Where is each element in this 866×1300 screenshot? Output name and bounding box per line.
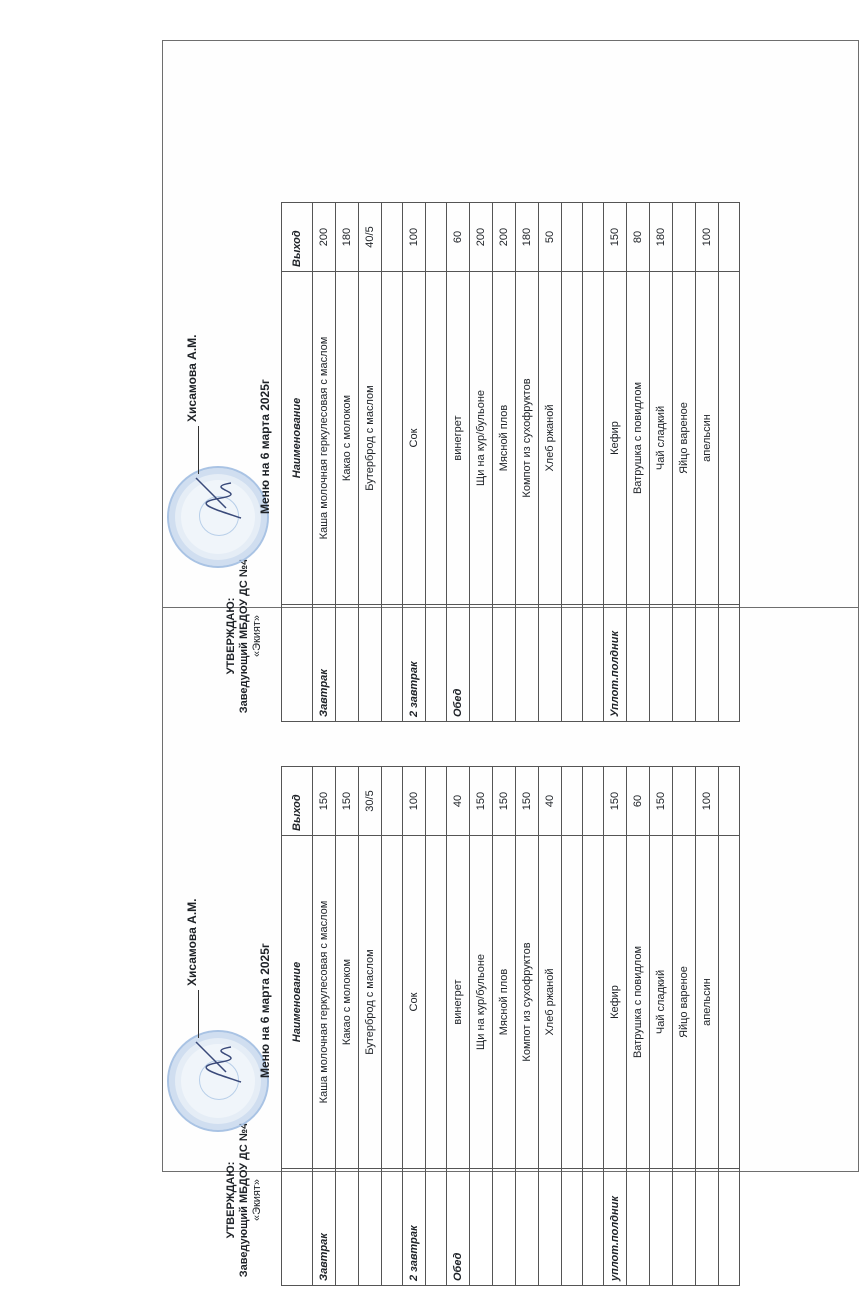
table-row [583, 767, 604, 1286]
meal-cell [359, 605, 382, 722]
output-cell: 100 [403, 767, 426, 836]
column-name: Наименование [282, 836, 313, 1169]
output-cell: 150 [493, 767, 516, 836]
dish-cell: Мясной плов [493, 836, 516, 1169]
meal-cell: Обед [447, 1169, 470, 1286]
output-cell [673, 767, 696, 836]
meal-cell [426, 1169, 447, 1286]
table-row [313, 203, 336, 722]
table-row [426, 203, 447, 722]
output-cell: 150 [516, 767, 539, 836]
output-cell [673, 203, 696, 272]
table-row [403, 767, 426, 1286]
signature-icon [181, 468, 251, 528]
table-row [650, 203, 673, 722]
meal-cell [562, 605, 583, 722]
signer-name: Хисамова А.М. [185, 335, 199, 474]
table-row [382, 767, 403, 1286]
column-name: Наименование [282, 272, 313, 605]
meal-cell [336, 1169, 359, 1286]
dish-cell: Щи на кур/бульоне [470, 272, 493, 605]
signature-icon [181, 1032, 251, 1092]
table-row [313, 767, 336, 1286]
table-row [539, 203, 562, 722]
table-row [447, 767, 470, 1286]
output-cell: 150 [470, 767, 493, 836]
output-cell: 100 [403, 203, 426, 272]
table-row [562, 203, 583, 722]
dish-cell: Сок [403, 272, 426, 605]
meal-cell [470, 1169, 493, 1286]
meal-cell: Уплот.полдник [604, 605, 627, 722]
output-cell: 30/5 [359, 767, 382, 836]
meal-cell: Завтрак [313, 605, 336, 722]
table-row [336, 203, 359, 722]
meal-cell [650, 1169, 673, 1286]
output-cell: 150 [604, 203, 627, 272]
table-row [493, 203, 516, 722]
meal-cell [382, 1169, 403, 1286]
meal-cell [673, 1169, 696, 1286]
dish-cell: Кефир [604, 836, 627, 1169]
dish-cell: Компот из сухофруктов [516, 836, 539, 1169]
meal-cell [583, 1169, 604, 1286]
table-row [447, 203, 470, 722]
dish-cell: Чай сладкий [650, 272, 673, 605]
dish-cell: Яйцо вареное [673, 272, 696, 605]
dish-cell: Компот из сухофруктов [516, 272, 539, 605]
table-row [470, 767, 493, 1286]
table-row [403, 203, 426, 722]
meal-cell [493, 1169, 516, 1286]
meal-cell [516, 605, 539, 722]
output-cell: 150 [313, 767, 336, 836]
meal-cell: Завтрак [313, 1169, 336, 1286]
dish-cell: Хлеб ржаной [539, 836, 562, 1169]
output-cell [426, 203, 447, 272]
dish-cell: Чай сладкий [650, 836, 673, 1169]
dish-cell: Мясной плов [493, 272, 516, 605]
column-meal [282, 1169, 313, 1286]
dish-cell [719, 836, 740, 1169]
meal-cell [470, 605, 493, 722]
menu-sheet-b [162, 40, 859, 717]
dish-cell: винегрет [447, 272, 470, 605]
table-row [562, 767, 583, 1286]
dish-cell: Яйцо вареное [673, 836, 696, 1169]
meal-cell [583, 605, 604, 722]
table-row [627, 767, 650, 1286]
meal-cell [719, 605, 740, 722]
output-cell: 180 [336, 203, 359, 272]
output-cell [583, 203, 604, 272]
meal-cell: 2 завтрак [403, 605, 426, 722]
menu-date-title: Меню на 6 марта 2025г [258, 943, 272, 1078]
output-cell [426, 767, 447, 836]
approval-title: УТВЕРЖДАЮ: [225, 597, 237, 675]
table-row [426, 767, 447, 1286]
table-row [719, 767, 740, 1286]
dish-cell: Каша молочная геркулесовая с маслом [313, 272, 336, 605]
table-row [604, 767, 627, 1286]
dish-cell [583, 272, 604, 605]
table-row [719, 203, 740, 722]
output-cell [382, 767, 403, 836]
table-row [650, 767, 673, 1286]
output-cell [382, 203, 403, 272]
approval-org-name: «Экият» [251, 614, 263, 658]
output-cell: 150 [604, 767, 627, 836]
output-cell: 100 [696, 767, 719, 836]
table-row [696, 767, 719, 1286]
approval-block [225, 1110, 264, 1290]
dish-cell: Какао с молоком [336, 272, 359, 605]
output-cell: 200 [313, 203, 336, 272]
meal-cell [516, 1169, 539, 1286]
menu-table [281, 766, 740, 1286]
meal-cell [719, 1169, 740, 1286]
table-row [382, 203, 403, 722]
output-cell: 60 [627, 767, 650, 836]
meal-cell [696, 605, 719, 722]
dish-cell: Ватрушка с повидлом [627, 836, 650, 1169]
menu-date-title: Меню на 6 марта 2025г [258, 379, 272, 514]
meal-cell [562, 1169, 583, 1286]
table-header-row [282, 203, 313, 722]
dish-cell: апельсин [696, 272, 719, 605]
table-row [359, 767, 382, 1286]
dish-cell: Хлеб ржаной [539, 272, 562, 605]
table-row [696, 203, 719, 722]
output-cell [583, 767, 604, 836]
dish-cell: винегрет [447, 836, 470, 1169]
menu-table [281, 202, 740, 722]
dish-cell: Бутерброд с маслом [359, 836, 382, 1169]
table-row [627, 203, 650, 722]
dish-cell [426, 836, 447, 1169]
column-output: Выход [282, 203, 313, 272]
meal-cell [650, 605, 673, 722]
meal-cell [627, 605, 650, 722]
sheet-header [163, 734, 279, 1300]
meal-cell [493, 605, 516, 722]
dish-cell: Щи на кур/бульоне [470, 836, 493, 1169]
dish-cell: апельсин [696, 836, 719, 1169]
table-row [336, 767, 359, 1286]
output-cell [719, 203, 740, 272]
meal-cell [539, 605, 562, 722]
dish-cell [382, 272, 403, 605]
output-cell: 200 [493, 203, 516, 272]
output-cell: 40 [539, 767, 562, 836]
dish-cell [583, 836, 604, 1169]
table-row [516, 203, 539, 722]
dish-cell: Кефир [604, 272, 627, 605]
column-output: Выход [282, 767, 313, 836]
output-cell: 80 [627, 203, 650, 272]
meal-cell [539, 1169, 562, 1286]
output-cell: 40/5 [359, 203, 382, 272]
dish-cell: Сок [403, 836, 426, 1169]
meal-cell [673, 605, 696, 722]
approval-title: УТВЕРЖДАЮ: [225, 1161, 237, 1239]
output-cell [562, 203, 583, 272]
table-row [516, 767, 539, 1286]
approval-org-name: «Экият» [251, 1178, 263, 1222]
dish-cell [382, 836, 403, 1169]
approval-block [225, 546, 264, 726]
dish-cell: Бутерброд с маслом [359, 272, 382, 605]
menu-sheet-b-rotated [163, 170, 858, 736]
table-row [673, 767, 696, 1286]
output-cell [562, 767, 583, 836]
dish-cell [719, 272, 740, 605]
meal-cell: уплот.полдник [604, 1169, 627, 1286]
output-cell [719, 767, 740, 836]
output-cell: 200 [470, 203, 493, 272]
table-header-row [282, 767, 313, 1286]
approval-org: Заведующий МБДОУ ДС №4 [238, 558, 250, 714]
column-meal [282, 605, 313, 722]
output-cell: 180 [516, 203, 539, 272]
output-cell: 150 [336, 767, 359, 836]
dish-cell: Ватрушка с повидлом [627, 272, 650, 605]
table-row [470, 203, 493, 722]
sheet-header [163, 170, 279, 736]
meal-cell [336, 605, 359, 722]
meal-cell [627, 1169, 650, 1286]
meal-cell [382, 605, 403, 722]
meal-cell [696, 1169, 719, 1286]
output-cell: 50 [539, 203, 562, 272]
dish-cell: Каша молочная геркулесовая с маслом [313, 836, 336, 1169]
dish-cell [426, 272, 447, 605]
output-cell: 100 [696, 203, 719, 272]
table-row [673, 203, 696, 722]
table-row [604, 203, 627, 722]
table-row [359, 203, 382, 722]
approval-org: Заведующий МБДОУ ДС №4 [238, 1122, 250, 1278]
dish-cell [562, 836, 583, 1169]
meal-cell [359, 1169, 382, 1286]
dish-cell: Какао с молоком [336, 836, 359, 1169]
meal-cell [426, 605, 447, 722]
output-cell: 180 [650, 203, 673, 272]
table-row [493, 767, 516, 1286]
table-row [583, 203, 604, 722]
table-row [539, 767, 562, 1286]
output-cell: 40 [447, 767, 470, 836]
dish-cell [562, 272, 583, 605]
menu-sheet-a-rotated [163, 734, 858, 1300]
signer-name: Хисамова А.М. [185, 899, 199, 1038]
output-cell: 150 [650, 767, 673, 836]
meal-cell: Обед [447, 605, 470, 722]
meal-cell: 2 завтрак [403, 1169, 426, 1286]
output-cell: 60 [447, 203, 470, 272]
